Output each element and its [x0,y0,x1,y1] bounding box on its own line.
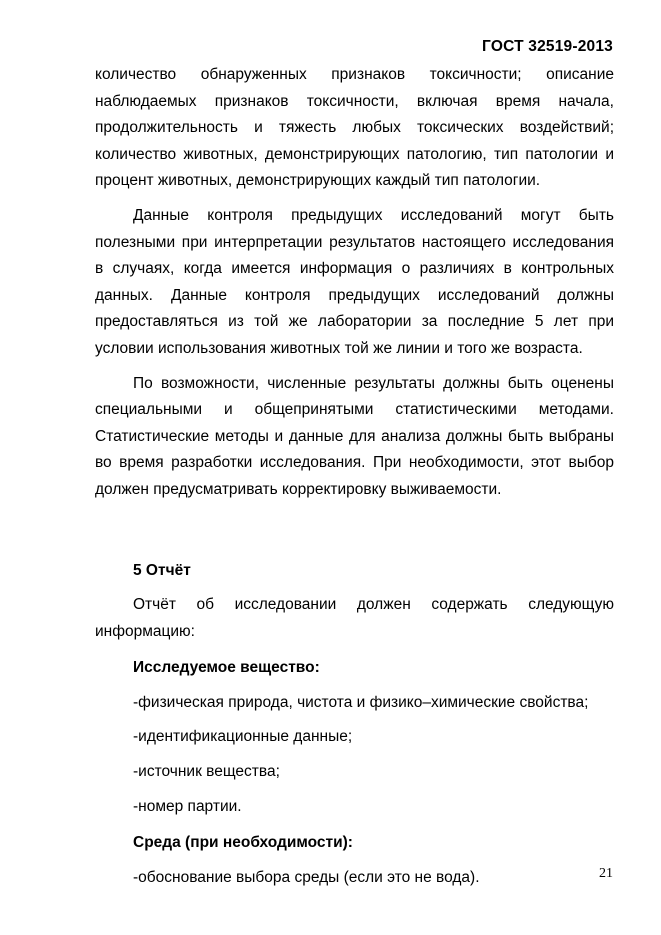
list-item: -номер партии. [133,797,242,815]
paragraph-historical-control: Данные контроля предыдущих исследований могут быть полезными при интерпретации результатов настоящего исследования в случаях, когда имеется информация о различиях в контрольных данных. Данные контроля предыдущих исследований должны предоставляться из той же лаборатории за последние 5 лет при условии использования животных той же линии и того же возраста. [95,206,614,357]
substance-heading: Исследуемое вещество: [133,659,320,677]
paragraph-statistics: По возможности, численные результаты должны быть оценены специальными и общепринятыми статистическими методами. Статистические методы и данные для анализа должны быть выбраны во время разработки исследования. При необходимости, этот выбор должен предусматривать корректировку выживаемости. [95,374,614,498]
list-item: -физическая природа, чистота и физико–химические свойства; [133,693,589,711]
section-title: 5 Отчёт [133,561,191,579]
page-number: 21 [599,866,613,881]
list-item: -обоснование выбора среды (если это не вода). [133,868,480,886]
paragraph-continuation: количество обнаруженных признаков токсичности; описание наблюдаемых признаков токсичности, включая время начала, продолжительность и тяжесть любых токсических воздействий; количество животных, демонстрирующих патологию, тип патологии и процент животных, демонстрирующих каждый тип патологии. [95,66,614,190]
list-item: -источник вещества; [133,763,280,781]
medium-heading: Среда (при необходимости): [133,834,353,852]
document-body [95,62,614,891]
list-item: -идентификационные данные; [133,728,353,746]
document-header: ГОСТ 32519-2013 [482,38,613,55]
section-intro: Отчёт об исследовании должен содержать следующую информацию: [95,596,614,640]
